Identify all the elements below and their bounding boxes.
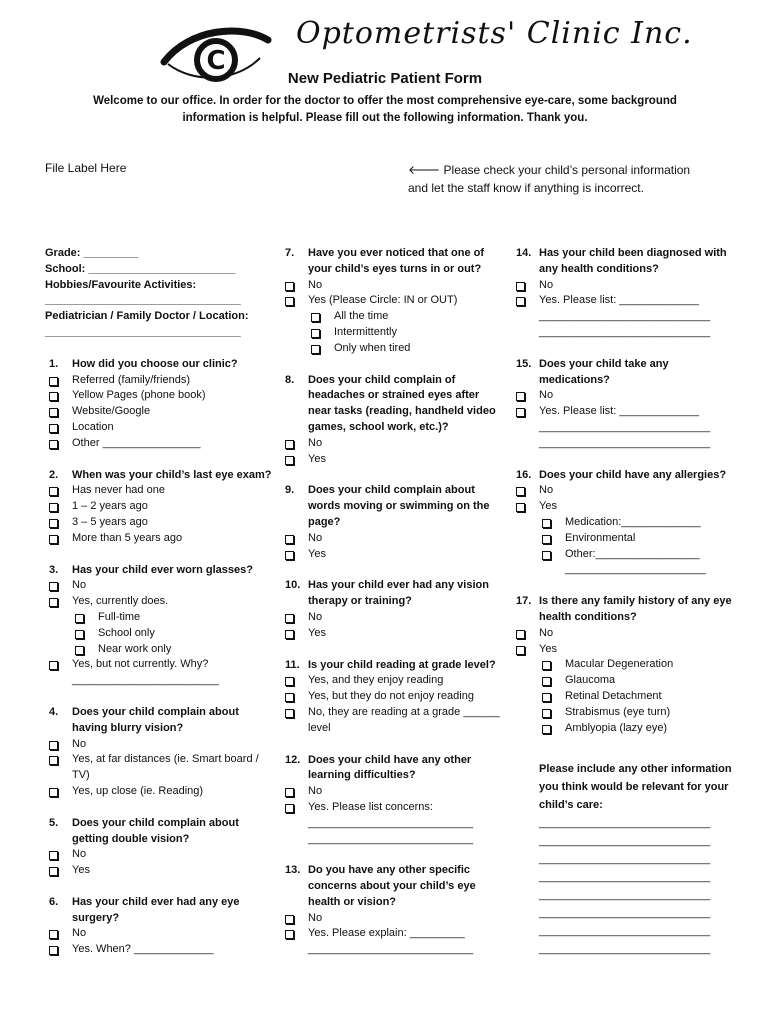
question-text: Has your child ever had any vision therapy or training? — [308, 579, 489, 608]
checkbox-icon[interactable] — [49, 377, 58, 386]
checkbox-option[interactable]: Yellow Pages (phone book) — [45, 388, 273, 404]
checkbox-option[interactable]: No — [512, 626, 734, 642]
checkbox-option[interactable]: Yes, but not currently. Why? — [45, 657, 273, 673]
checkbox-option[interactable]: No — [45, 926, 273, 942]
checkbox-option[interactable]: Yes, currently does. — [45, 594, 273, 610]
checkbox-option[interactable]: No — [281, 531, 503, 547]
checkbox-icon[interactable] — [285, 930, 294, 939]
additional-info-line[interactable]: ____________________________ — [539, 907, 711, 920]
additional-info-line[interactable]: ____________________________ — [539, 889, 711, 902]
pediatrician-field[interactable]: ________________________________ — [45, 325, 241, 338]
checkbox-icon[interactable] — [542, 709, 551, 718]
column-right — [512, 246, 734, 958]
question-number: 15. — [516, 357, 532, 370]
checkbox-option[interactable]: No — [45, 737, 273, 753]
hobbies-label: Hobbies/Favourite Activities: — [45, 278, 197, 291]
checkbox-icon[interactable] — [49, 535, 58, 544]
checkbox-icon[interactable] — [311, 329, 320, 338]
answer-line[interactable]: ____________________________ — [539, 420, 711, 433]
checkbox-option[interactable]: Yes. Please list concerns: — [281, 800, 503, 816]
checkbox-option[interactable]: Has never had one — [45, 483, 273, 499]
checkbox-option[interactable]: Yes, up close (ie. Reading) — [45, 784, 273, 800]
question-text: Does your child have any allergies? — [539, 468, 727, 481]
checkbox-suboption[interactable]: Full-time — [45, 610, 273, 626]
checkbox-icon[interactable] — [516, 503, 525, 512]
file-label: File Label Here — [45, 161, 127, 175]
question-number: 6. — [49, 895, 59, 908]
checkbox-icon[interactable] — [75, 630, 84, 639]
checkbox-suboption[interactable]: Retinal Detachment — [512, 689, 734, 705]
question-number: 5. — [49, 816, 59, 829]
question-text: Have you ever noticed that one of your child’s eyes turns in or out? — [308, 247, 485, 275]
question-text: Has your child ever had any eye surgery? — [72, 895, 240, 924]
checkbox-option[interactable]: No, they are reading at a grade ______ level — [281, 705, 503, 737]
checkbox-icon[interactable] — [49, 661, 58, 670]
checkbox-option[interactable]: No — [281, 436, 503, 452]
checkbox-suboption[interactable]: Macular Degeneration — [512, 657, 734, 673]
answer-line[interactable]: ____________________________ — [539, 310, 711, 323]
checkbox-option[interactable]: 1 – 2 years ago — [45, 499, 273, 515]
checkbox-option[interactable]: No — [45, 847, 273, 863]
checkbox-icon[interactable] — [49, 519, 58, 528]
checkbox-option[interactable]: Yes. Please list: _____________ — [512, 404, 734, 420]
svg-text:C: C — [206, 46, 226, 76]
question-number: 11. — [285, 658, 300, 671]
question-text: Does your child complain about getting double vision? — [72, 816, 239, 845]
checkbox-option[interactable]: No — [281, 911, 503, 927]
checkbox-icon[interactable] — [285, 614, 294, 623]
question-11 — [281, 658, 503, 674]
checkbox-icon[interactable] — [311, 345, 320, 354]
left-arrow-icon: 🡐 — [408, 163, 441, 177]
checkbox-icon[interactable] — [285, 551, 294, 560]
checkbox-option[interactable]: Yes — [45, 863, 273, 879]
checkbox-icon[interactable] — [311, 313, 320, 322]
question-number: 8. — [285, 373, 295, 386]
answer-line[interactable]: ___________________________ — [308, 832, 474, 845]
checkbox-suboption[interactable]: School only — [45, 626, 273, 642]
question-number: 17. — [516, 595, 532, 608]
school-field[interactable]: School: ________________________ — [45, 262, 236, 275]
checkbox-suboption[interactable]: Intermittently — [281, 325, 503, 341]
checkbox-icon[interactable] — [49, 930, 58, 939]
question-number: 12. — [285, 753, 301, 766]
question-number: 10. — [285, 579, 301, 592]
checkbox-icon[interactable] — [49, 487, 58, 496]
question-text: Has your child ever worn glasses? — [72, 563, 253, 576]
checkbox-icon[interactable] — [49, 946, 58, 955]
checkbox-icon[interactable] — [516, 646, 525, 655]
question-number: 3. — [49, 563, 59, 576]
checkbox-suboption[interactable]: Glaucoma — [512, 673, 734, 689]
hobbies-field[interactable]: ________________________________ — [45, 294, 241, 307]
column-middle — [281, 246, 503, 958]
question-1 — [45, 357, 273, 373]
checkbox-icon[interactable] — [285, 297, 294, 306]
checkbox-icon[interactable] — [285, 535, 294, 544]
checkbox-suboption[interactable]: Other:_________________ — [512, 547, 734, 563]
question-number: 14. — [516, 247, 532, 259]
question-16 — [512, 468, 734, 484]
checkbox-option[interactable]: Yes (Please Circle: IN or OUT) — [281, 293, 503, 309]
checkbox-icon[interactable] — [285, 440, 294, 449]
question-number: 1. — [49, 357, 59, 370]
checkbox-icon[interactable] — [285, 709, 294, 718]
checkbox-icon[interactable] — [49, 582, 58, 591]
additional-info-line[interactable]: ____________________________ — [539, 943, 711, 956]
checkbox-icon[interactable] — [285, 677, 294, 686]
question-7 — [281, 246, 503, 278]
checkbox-icon[interactable] — [542, 725, 551, 734]
checkbox-option[interactable]: Referred (family/friends) — [45, 373, 273, 389]
checkbox-icon[interactable] — [542, 551, 551, 560]
question-4 — [45, 705, 273, 737]
question-3 — [45, 563, 273, 579]
checkbox-option[interactable]: No — [281, 784, 503, 800]
answer-line[interactable]: _______________________ — [565, 563, 706, 576]
checkbox-option[interactable]: No — [512, 278, 734, 294]
question-text: Is there any family history of any eye health conditions? — [539, 595, 732, 623]
checkbox-icon[interactable] — [542, 519, 551, 528]
checkbox-option[interactable]: Yes, but they do not enjoy reading — [281, 689, 503, 705]
additional-info-line[interactable]: ____________________________ — [539, 871, 711, 884]
question-13 — [281, 863, 503, 910]
checkbox-icon[interactable] — [516, 392, 525, 401]
additional-info-line[interactable]: ____________________________ — [539, 817, 711, 830]
question-text: Has your child been diagnosed with any health conditions? — [539, 247, 727, 275]
additional-info-prompt: Please include any other information you think would be relevant for your child’s care: — [539, 763, 732, 812]
grade-field[interactable]: Grade: _________ — [45, 247, 139, 259]
checkbox-icon[interactable] — [542, 693, 551, 702]
checkbox-option[interactable]: Yes. Please list: _____________ — [512, 293, 734, 309]
checkbox-icon[interactable] — [49, 503, 58, 512]
question-15 — [512, 357, 734, 389]
question-number: 16. — [516, 468, 532, 481]
checkbox-icon[interactable] — [516, 408, 525, 417]
checkbox-icon[interactable] — [542, 535, 551, 544]
question-text: Does your child complain of headaches or strained eyes after near tasks (reading, handheld video games, school work, etc.)? — [308, 373, 496, 433]
checkbox-option[interactable]: Yes — [512, 642, 734, 658]
question-text: Does your child take any medications? — [539, 357, 669, 386]
question-text: Do you have any other specific concerns about your child’s eye health or vision? — [308, 864, 476, 908]
question-8 — [281, 373, 503, 436]
question-text: Does your child have any other learning difficulties? — [308, 753, 472, 782]
checkbox-icon[interactable] — [75, 614, 84, 623]
form-title: New Pediatric Patient Form — [287, 70, 483, 87]
checkbox-icon[interactable] — [285, 630, 294, 639]
checkbox-option[interactable]: No — [512, 483, 734, 499]
pediatrician-label: Pediatrician / Family Doctor / Location: — [45, 310, 249, 323]
answer-line[interactable]: ____________________________ — [539, 436, 711, 449]
question-number: 7. — [285, 247, 295, 259]
checkbox-icon[interactable] — [285, 693, 294, 702]
question-5 — [45, 816, 273, 848]
checkbox-suboption[interactable]: Amblyopia (lazy eye) — [512, 721, 734, 737]
checkbox-option[interactable]: No — [45, 578, 273, 594]
checkbox-icon[interactable] — [542, 677, 551, 686]
checkbox-icon[interactable] — [285, 915, 294, 924]
checkbox-icon[interactable] — [285, 282, 294, 291]
intro-text: Welcome to our office. In order for the doctor to offer the most comprehensive eye-care, some background information is helpful. Please fill out the following information. Thank you. — [93, 95, 677, 124]
question-9 — [281, 483, 503, 530]
checkbox-option[interactable]: More than 5 years ago — [45, 531, 273, 547]
answer-line[interactable]: ___________________________ — [308, 943, 474, 956]
checkbox-suboption[interactable]: All the time — [281, 309, 503, 325]
question-text: Is your child reading at grade level? — [308, 658, 496, 671]
checkbox-icon[interactable] — [49, 408, 58, 417]
checkbox-icon[interactable] — [49, 392, 58, 401]
checkbox-option[interactable]: Yes, at far distances (ie. Smart board / TV) — [45, 752, 273, 784]
checkbox-option[interactable]: Yes — [281, 547, 503, 563]
question-number: 2. — [49, 468, 59, 481]
checkbox-icon[interactable] — [285, 804, 294, 813]
additional-info-line[interactable]: ____________________________ — [539, 835, 711, 848]
checkbox-icon[interactable] — [285, 456, 294, 465]
checkbox-suboption[interactable]: Medication:_____________ — [512, 515, 734, 531]
checkbox-option[interactable]: Yes. When? _____________ — [45, 942, 273, 958]
question-text: Does your child complain about having blurry vision? — [72, 705, 239, 734]
checkbox-option[interactable]: No — [281, 278, 503, 294]
checkbox-suboption[interactable]: Environmental — [512, 531, 734, 547]
checkbox-suboption[interactable]: Strabismus (eye turn) — [512, 705, 734, 721]
check-info-note — [408, 161, 708, 197]
question-12 — [281, 753, 503, 785]
question-14 — [512, 246, 734, 278]
question-2 — [45, 468, 273, 484]
checkbox-icon[interactable] — [49, 741, 58, 750]
answer-line[interactable]: ____________________________ — [539, 325, 711, 338]
checkbox-option[interactable]: Yes — [512, 499, 734, 515]
checkbox-option[interactable]: Yes — [281, 626, 503, 642]
question-text: When was your child’s last eye exam? — [72, 468, 272, 481]
column-left — [45, 246, 273, 958]
checkbox-option[interactable]: Yes, and they enjoy reading — [281, 673, 503, 689]
checkbox-option[interactable]: Yes. Please explain: _________ — [281, 926, 503, 942]
question-17 — [512, 594, 734, 626]
checkbox-icon[interactable] — [75, 646, 84, 655]
checkbox-option[interactable]: Location — [45, 420, 273, 436]
question-number: 9. — [285, 484, 295, 497]
checkbox-icon[interactable] — [516, 297, 525, 306]
checkbox-icon[interactable] — [516, 487, 525, 496]
checkbox-suboption[interactable]: Near work only — [45, 642, 273, 658]
additional-info-line[interactable]: ____________________________ — [539, 925, 711, 938]
additional-info-line[interactable]: ____________________________ — [539, 853, 711, 866]
answer-line[interactable]: ___________________________ — [308, 816, 474, 829]
question-number: 4. — [49, 705, 59, 718]
checkbox-icon[interactable] — [542, 661, 551, 670]
checkbox-icon[interactable] — [49, 756, 58, 765]
checkbox-icon[interactable] — [49, 598, 58, 607]
checkbox-icon[interactable] — [49, 424, 58, 433]
question-6 — [45, 895, 273, 927]
checkbox-icon[interactable] — [285, 788, 294, 797]
question-text: How did you choose our clinic? — [72, 357, 238, 370]
checkbox-icon[interactable] — [516, 630, 525, 639]
checkbox-option[interactable]: No — [512, 388, 734, 404]
check-info-text: Please check your child’s personal information and let the staff know if anything is incorrect. — [408, 163, 691, 195]
checkbox-option[interactable]: Yes — [281, 452, 503, 468]
question-text: Does your child complain about words moving or swimming on the page? — [308, 484, 490, 528]
checkbox-icon[interactable] — [49, 867, 58, 876]
checkbox-option[interactable]: No — [281, 610, 503, 626]
checkbox-suboption[interactable]: Only when tired — [281, 341, 503, 357]
checkbox-option[interactable]: Website/Google — [45, 404, 273, 420]
question-10 — [281, 578, 503, 610]
clinic-name: Optometrists' Clinic Inc. — [296, 16, 693, 51]
checkbox-option[interactable]: Other ________________ — [45, 436, 273, 452]
checkbox-icon[interactable] — [49, 788, 58, 797]
checkbox-option[interactable]: 3 – 5 years ago — [45, 515, 273, 531]
answer-line[interactable]: ________________________ — [72, 674, 219, 687]
checkbox-icon[interactable] — [516, 282, 525, 291]
checkbox-icon[interactable] — [49, 440, 58, 449]
question-number: 13. — [285, 864, 301, 877]
checkbox-icon[interactable] — [49, 851, 58, 860]
